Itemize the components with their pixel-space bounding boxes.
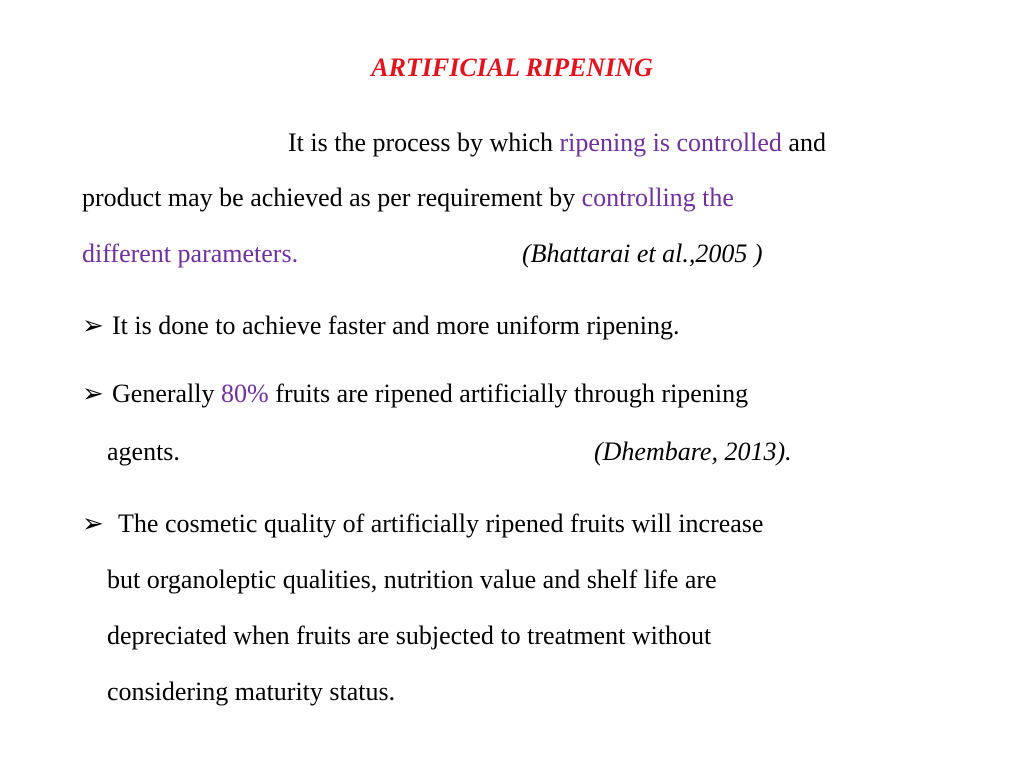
bullet-citation: (Dhembare, 2013). — [594, 437, 792, 466]
definition-highlight: controlling the — [581, 183, 734, 212]
bullet-text: It is done to achieve faster and more uniform ripening. — [112, 311, 680, 340]
bullet-text: fruits are ripened artificially through ripening — [268, 379, 749, 408]
definition-line-1 — [288, 127, 826, 159]
definition-text: product may be achieved as per requirement by — [82, 183, 582, 212]
definition-highlight: ripening is controlled — [559, 128, 782, 157]
bullet-item-3-line-4: considering maturity status. — [107, 677, 396, 706]
definition-text: and — [781, 128, 826, 157]
definition-text: It is the process by which — [288, 128, 560, 157]
bullet-highlight: 80% — [221, 379, 269, 408]
bullet-item-1 — [82, 310, 679, 342]
definition-citation: (Bhattarai et al.,2005 ) — [522, 239, 763, 268]
definition-line-3 — [82, 238, 298, 270]
bullet-item-3 — [82, 508, 763, 540]
arrow-bullet-icon: ➢ — [82, 509, 104, 538]
bullet-text: The cosmetic quality of artificially ripened fruits will increase — [112, 509, 764, 538]
bullet-item-3-line-2: but organoleptic qualities, nutrition value and shelf life are — [107, 565, 717, 594]
bullet-item-3-line-3: depreciated when fruits are subjected to treatment without — [107, 621, 712, 650]
slide-title: ARTIFICIAL RIPENING — [371, 53, 653, 82]
definition-line-2 — [82, 182, 734, 214]
definition-highlight: different parameters. — [82, 239, 299, 268]
arrow-bullet-icon: ➢ — [82, 379, 104, 408]
bullet-item-2 — [82, 378, 748, 410]
arrow-bullet-icon: ➢ — [82, 311, 104, 340]
bullet-text: Generally — [112, 379, 222, 408]
bullet-item-2-continuation: agents. — [107, 437, 180, 466]
